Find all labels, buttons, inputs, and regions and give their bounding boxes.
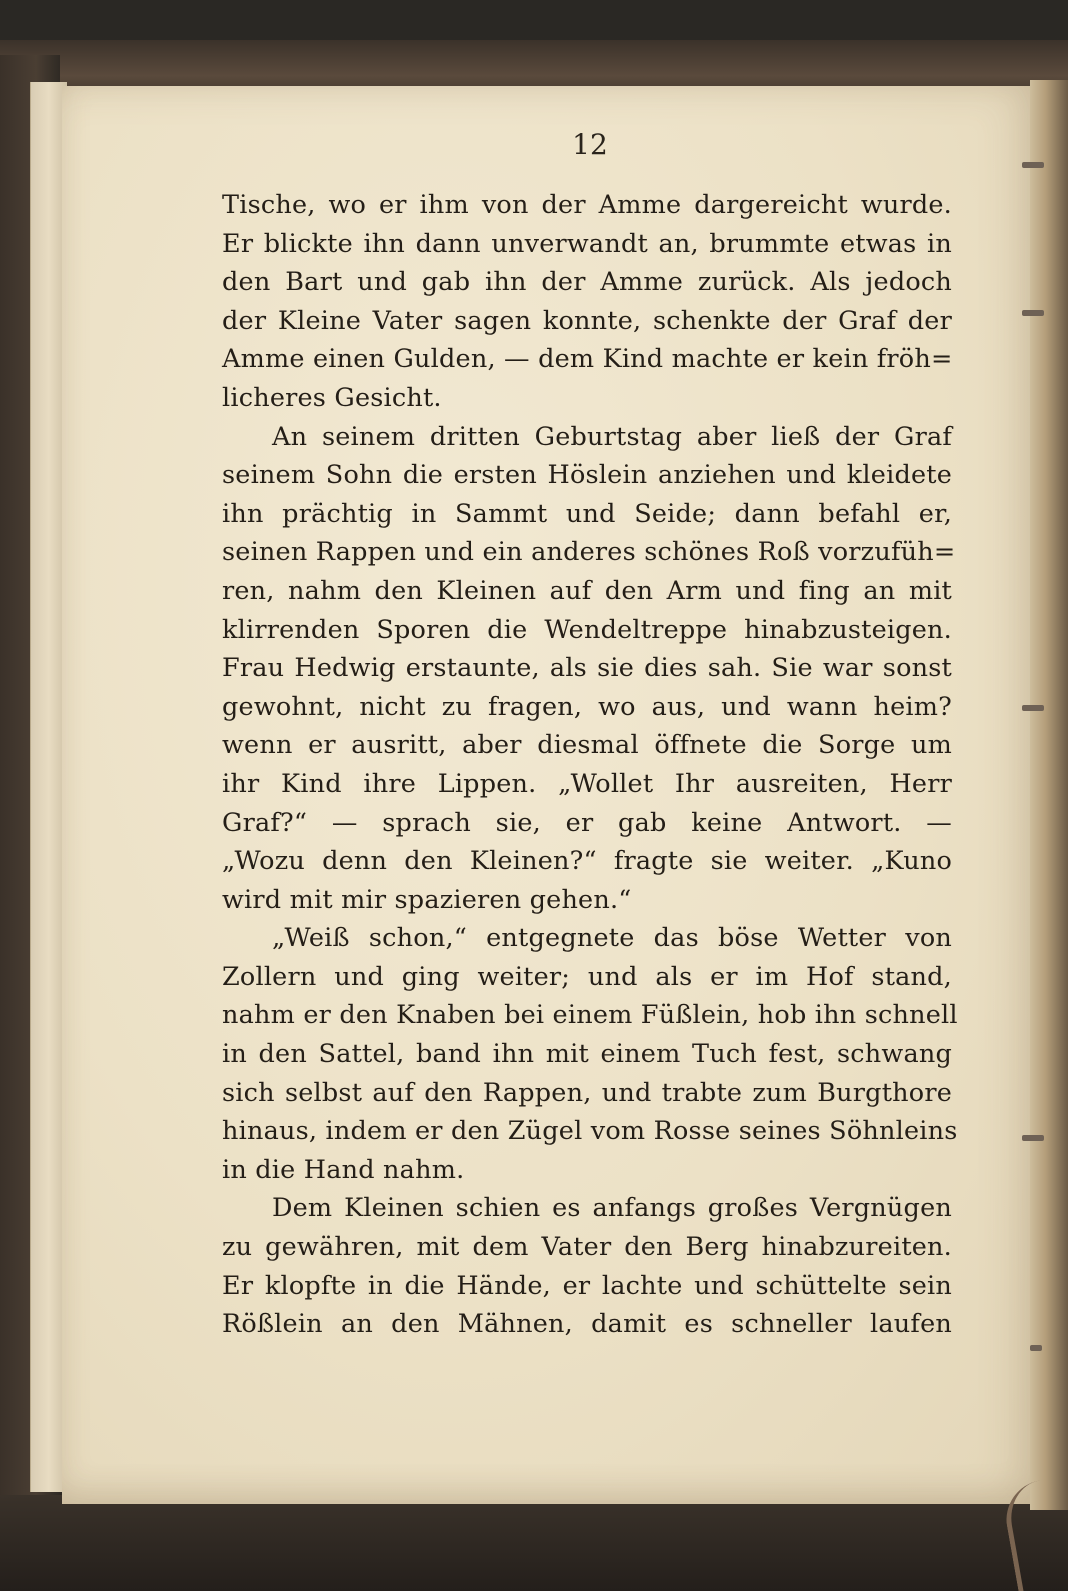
binding-stitch	[1022, 1135, 1044, 1141]
book-gutter	[1030, 80, 1068, 1510]
text-line: Er blickte ihn dann unverwandt an, brummte etwas in	[222, 228, 952, 259]
text-line: Amme einen Gulden, — dem Kind machte er kein fröh=	[222, 344, 953, 375]
text-line: Frau Hedwig erstaunte, als sie dies sah. Sie war sonst	[222, 653, 952, 684]
text-line: gewohnt, nicht zu fragen, wo aus, und wann heim?	[222, 691, 952, 722]
text-line: sich selbst auf den Rappen, und trabte zum Burgthore	[222, 1077, 952, 1108]
text-line: Graf?“ — sprach sie, er gab keine Antwort. —	[222, 807, 952, 838]
text-line: seinen Rappen und ein anderes schönes Roß vorzufüh=	[222, 537, 956, 568]
book-cover-bottom	[0, 1495, 1068, 1591]
text-line: wenn er ausritt, aber diesmal öffnete die Sorge um	[222, 730, 952, 761]
text-line: nahm er den Knaben bei einem Füßlein, hob ihn schnell	[222, 1000, 958, 1031]
text-line: Tische, wo er ihm von der Amme dargereicht wurde.	[222, 190, 952, 220]
page-number: 12	[572, 128, 608, 161]
binding-stitch	[1022, 310, 1044, 316]
text-line: licheres Gesicht.	[222, 382, 442, 413]
text-line: „Weiß schon,“ entgegnete das böse Wetter von	[272, 923, 952, 954]
binding-stitch	[1022, 162, 1044, 168]
text-line: wird mit mir spazieren gehen.“	[222, 884, 632, 915]
text-line: An seinem dritten Geburtstag aber ließ der Graf	[272, 421, 952, 452]
text-line: den Bart und gab ihn der Amme zurück. Als jedoch	[222, 267, 952, 298]
text-line: seinem Sohn die ersten Höslein anziehen und kleidete	[222, 460, 952, 491]
text-line: ihr Kind ihre Lippen. „Wollet Ihr ausreiten, Herr	[222, 768, 952, 799]
text-line: Dem Kleinen schien es anfangs großes Vergnügen	[272, 1193, 952, 1224]
text-line: ihn prächtig in Sammt und Seide; dann befahl er,	[222, 498, 952, 529]
binding-stitch	[1030, 1345, 1042, 1351]
text-line: klirrenden Sporen die Wendeltreppe hinabzusteigen.	[222, 614, 952, 645]
text-line: in die Hand nahm.	[222, 1154, 465, 1185]
text-line: hinaus, indem er den Zügel vom Rosse seines Söhnleins	[222, 1116, 958, 1147]
page-text	[222, 186, 958, 1344]
text-line: Rößlein an den Mähnen, damit es schneller laufen	[222, 1309, 952, 1340]
text-line: zu gewähren, mit dem Vater den Berg hinabzureiten.	[222, 1232, 952, 1263]
text-line: ren, nahm den Kleinen auf den Arm und fing an mit	[222, 575, 952, 606]
text-line: Er klopfte in die Hände, er lachte und schüttelte sein	[222, 1270, 952, 1301]
binding-stitch	[1022, 705, 1044, 711]
text-line: „Wozu denn den Kleinen?“ fragte sie weiter. „Kuno	[222, 846, 952, 877]
text-line: der Kleine Vater sagen konnte, schenkte der Graf der	[222, 305, 952, 336]
text-line: Zollern und ging weiter; und als er im Hof stand,	[222, 961, 952, 992]
text-line: in den Sattel, band ihn mit einem Tuch fest, schwang	[222, 1039, 952, 1070]
